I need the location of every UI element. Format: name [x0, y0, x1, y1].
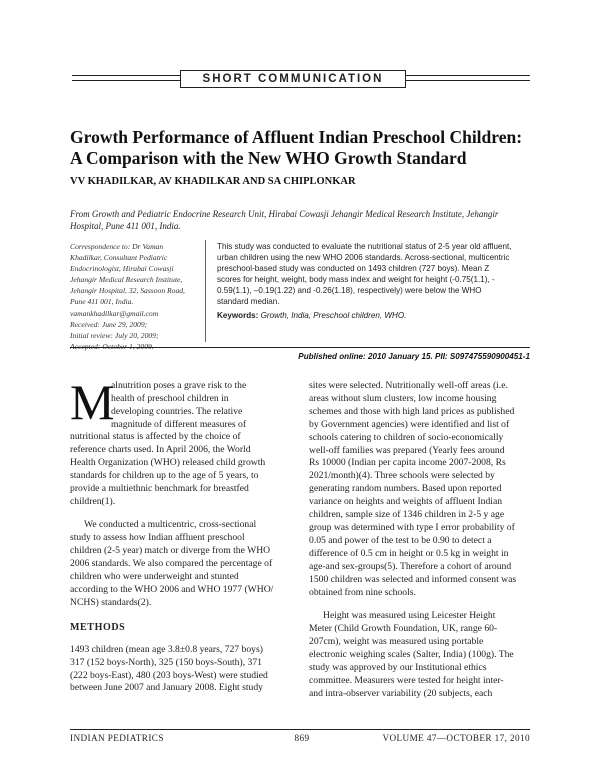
- corr-line: Correspondence to: Dr Vaman: [70, 242, 164, 251]
- body-line: NCHS) standards(2).: [70, 596, 152, 608]
- body-line: developing countries. The relative: [111, 405, 243, 417]
- title-line-1: Growth Performance of Affluent Indian Preschool Children:: [70, 127, 523, 147]
- keywords-label: Keywords:: [217, 311, 259, 320]
- body-line: difference of 0.5 cm in height or 0.5 kg in weight in: [309, 547, 509, 559]
- body-line: electronic weighing scales (Salter, India) (100g). The: [309, 649, 514, 661]
- body-line: 2006 standards. We also compared the percentage of: [70, 558, 273, 570]
- body-line: variance on heights and weights of affluent Indian: [309, 496, 503, 508]
- body-line: 1493 children (mean age 3.8±0.8 years, 727 boys): [70, 643, 263, 655]
- body-line: children, sample size of 1346 children in 2-5 y age: [309, 509, 505, 521]
- methods-heading: METHODS: [70, 621, 126, 633]
- body-line: 207cm), weight was measured using portable: [309, 636, 484, 648]
- body-line: 0.05 and power of the test to be 0.90 to detect a: [309, 534, 492, 546]
- body-line: by Government agencies) were identified and list of: [309, 418, 510, 430]
- abstract: [217, 241, 529, 307]
- body-line: group was determined with type I error probability of: [309, 521, 515, 533]
- initial-review-date: Initial review: July 20, 2009;: [70, 330, 159, 340]
- body-line: Rs 10000 (Indian per capita income 2007-2008, Rs: [309, 457, 506, 469]
- article-title: [70, 127, 540, 169]
- body-line: children(1).: [70, 495, 116, 507]
- abstract-line: preschool-based study was conducted on 1493 children (727 boys). Mean Z: [217, 264, 490, 273]
- corr-line: Endocrinologist, Hirabai Cowasji: [70, 264, 174, 274]
- body-line: between June 2007 and January 2008. Eight study: [70, 682, 263, 694]
- body-line: 1500 children was selected and informed consent was: [309, 573, 517, 585]
- affiliation-line-2: Hospital, Pune 411 001, India.: [70, 221, 181, 231]
- keywords: [217, 311, 529, 320]
- body-line: study was approved by our Institutional ethics: [309, 662, 487, 674]
- correspondence-block: [70, 241, 200, 352]
- right-column-body: [309, 380, 531, 701]
- left-column-body: [70, 431, 291, 695]
- corr-line: Jehangir Medical Research Institute,: [70, 275, 183, 285]
- section-label: SHORT COMMUNICATION: [180, 70, 406, 88]
- body-line: provide a multiethnic benchmark for breastfed: [70, 482, 249, 494]
- footer-volume: VOLUME 47—OCTOBER 17, 2010: [382, 733, 530, 743]
- received-date: Received: June 29, 2009;: [70, 319, 148, 329]
- abstract-line: This study was conducted to evaluate the nutritional status of 2-5 year old affluent,: [217, 242, 512, 251]
- body-line: Meter (Child Growth Foundation, UK, range 60-: [309, 623, 498, 635]
- body-line: schemes and those with high land prices as published: [309, 405, 515, 417]
- body-line: schools catering to children of socio-economically: [309, 431, 504, 443]
- body-line: 2021/month)(4). Three schools were selected by: [309, 470, 495, 482]
- abstract-rule: [70, 347, 530, 348]
- corr-email: vamankhadilkar@gmail.com: [70, 308, 159, 318]
- body-line: children who were underweight and stunted: [70, 571, 239, 583]
- body-line: children (2-5 year) match or diverge from the WHO: [70, 545, 271, 557]
- body-line: health of preschool children in: [111, 392, 229, 404]
- body-line: alnutrition poses a grave risk to the: [111, 380, 247, 391]
- body-line: generating random numbers. Based upon reported: [309, 483, 502, 495]
- footer-rule: [70, 729, 530, 730]
- body-line: standards for children up to the age of 5 years, to: [70, 469, 259, 481]
- corr-line: Jehangir Hospital, 32, Sassoon Road,: [70, 286, 185, 296]
- drop-cap: M: [70, 374, 115, 430]
- body-line: nutritional status is affected by the choice of: [70, 431, 241, 442]
- footer-page-number: 869: [294, 733, 310, 743]
- footer-journal: INDIAN PEDIATRICS: [70, 733, 164, 743]
- body-line: sites were selected. Nutritionally well-off areas (i.e.: [309, 380, 508, 391]
- body-line: obtained from nine schools.: [309, 586, 416, 598]
- body-line: and intra-observer variability (20 subjects, each: [309, 687, 493, 699]
- abstract-line: scores for height, weight, body mass index and weight for height (-0.75(1.1), -: [217, 275, 495, 284]
- body-line: age-and sex-groups(5). Therefore a cohort of around: [309, 560, 512, 572]
- body-line: Height was measured using Leicester Height: [323, 610, 496, 622]
- body-line: according to the WHO 2006 and WHO 1977 (WHO/: [70, 583, 274, 595]
- body-line: study to assess how Indian affluent preschool: [70, 532, 245, 544]
- body-line: Health Organization (WHO) released child growth: [70, 456, 266, 468]
- body-line: 317 (152 boys-North), 325 (150 boys-South), 371: [70, 656, 262, 668]
- body-line: magnitude of different measures of: [111, 418, 247, 430]
- body-line: We conducted a multicentric, cross-sectional: [84, 519, 257, 531]
- abstract-line: 0.59(1.1), –0.19(1.22) and -0.26(1.18), respectively) were below the WHO: [217, 286, 482, 295]
- corr-line: Pune 411 001, India.: [70, 297, 134, 307]
- corr-line: Khadilkar, Consultant Pediatric: [70, 253, 168, 263]
- affiliation-line-1: From Growth and Pediatric Endocrine Research Unit, Hirabai Cowasji Jehangir Medical Research Institute, Jehangir: [70, 209, 499, 219]
- affiliation: [70, 208, 532, 232]
- published-online: Published online: 2010 January 15. PII: S097475590900451-1: [298, 352, 530, 361]
- body-line: committee. Measurers were tested for height inter-: [309, 674, 504, 686]
- authors: VV KHADILKAR, AV KHADILKAR AND SA CHIPLONKAR: [70, 176, 356, 187]
- body-line: areas without slum clusters, low income housing: [309, 392, 497, 404]
- intro-dropcap-lines: [111, 380, 291, 432]
- keywords-text: Growth, India, Preschool children, WHO.: [260, 311, 407, 320]
- abstract-line: urban children using the new WHO 2006 standards. Across-sectional, multicentric: [217, 253, 510, 262]
- title-line-2: A Comparison with the New WHO Growth Standard: [70, 148, 467, 168]
- abstract-line: standard median.: [217, 297, 280, 306]
- abstract-divider: [205, 240, 206, 342]
- body-line: reference charts used. In April 2006, the World: [70, 443, 251, 455]
- body-line: (222 boys-East), 480 (203 boys-West) were studied: [70, 669, 268, 681]
- body-line: well-off families was prepared (Yearly fees around: [309, 444, 505, 456]
